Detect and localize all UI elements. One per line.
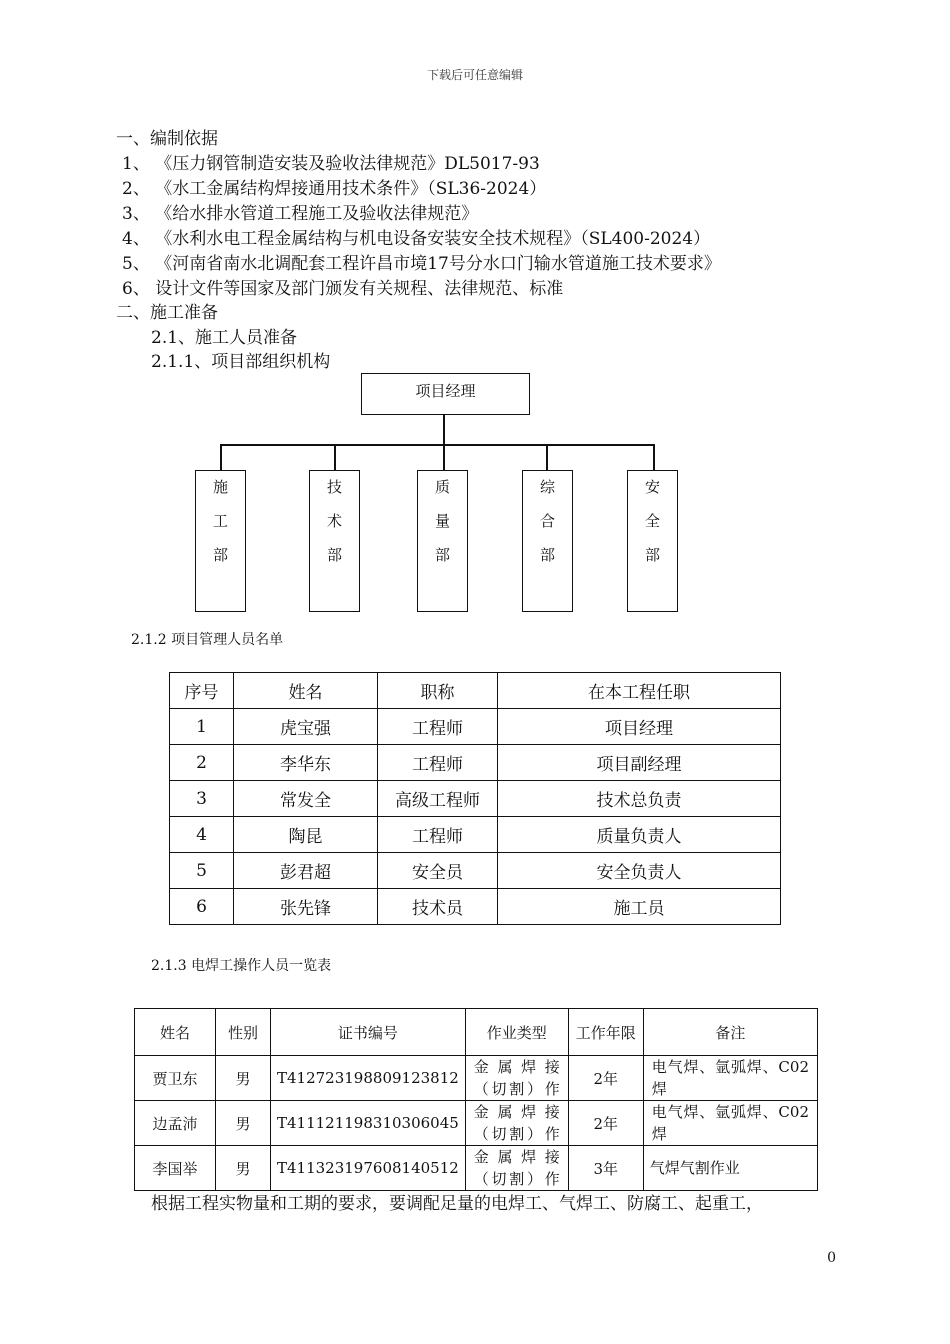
section-1-title: 一、编制依据 — [116, 129, 218, 149]
table-row — [170, 889, 781, 925]
table-header: 性别 — [216, 1009, 271, 1056]
basis-item-2: 2、 《水工金属结构焊接通用技术条件》（SL36-2024） — [122, 179, 547, 199]
section-2-1-1-title: 2.1.1、项目部组织机构 — [151, 352, 331, 372]
table-row — [170, 745, 781, 781]
page-number: 0 — [827, 1250, 836, 1266]
table-cell: 常发全 — [234, 781, 378, 817]
table-cell: 高级工程师 — [378, 781, 498, 817]
table-cell: 6 — [170, 889, 234, 925]
table-cell: 边孟沛 — [135, 1101, 216, 1146]
table-header-row — [135, 1009, 818, 1056]
closing-paragraph: 根据工程实物量和工期的要求，要调配足量的电焊工、气焊工、防腐工、起重工， — [151, 1194, 763, 1214]
basis-item-6: 6、 设计文件等国家及部门颁发有关规程、法律规范、标准 — [122, 279, 564, 299]
org-connector — [220, 444, 655, 446]
table-cell: 男 — [216, 1146, 271, 1191]
table-header: 职称 — [378, 673, 498, 709]
org-box-construction-dept: 施 工 部 — [195, 470, 246, 612]
table-cell: T412723198809123812 — [271, 1056, 466, 1101]
table-cell: 李华东 — [234, 745, 378, 781]
basis-item-1: 1、 《压力钢管制造安装及验收法律规范》DL5017-93 — [122, 154, 540, 174]
org-box-general-dept: 综 合 部 — [522, 470, 573, 612]
org-connector — [334, 444, 336, 470]
table-cell: 4 — [170, 817, 234, 853]
table-cell: 电气焊、氩弧焊、C02焊 — [643, 1056, 817, 1101]
table-cell: 张先锋 — [234, 889, 378, 925]
page-header: 下载后可任意编辑 — [426, 68, 523, 82]
org-box-safety-dept: 安 全 部 — [627, 470, 678, 612]
section-2-1-2-title: 2.1.2 项目管理人员名单 — [131, 632, 284, 648]
table-cell: 安全负责人 — [498, 853, 781, 889]
table-header: 工作年限 — [568, 1009, 643, 1056]
table-cell: T411121198310306045 — [271, 1101, 466, 1146]
table-cell: T411323197608140512 — [271, 1146, 466, 1191]
table-header: 在本工程任职 — [498, 673, 781, 709]
section-2-title: 二、施工准备 — [116, 303, 218, 323]
table-cell: 男 — [216, 1056, 271, 1101]
table-cell: 2年 — [568, 1101, 643, 1146]
table-cell: 施工员 — [498, 889, 781, 925]
table-cell: 工程师 — [378, 745, 498, 781]
table-cell: 技术总负责 — [498, 781, 781, 817]
org-connector — [220, 444, 222, 470]
table-row — [170, 709, 781, 745]
table-cell: 气焊气割作业 — [643, 1146, 817, 1191]
table-cell: 电气焊、氩弧焊、C02焊 — [643, 1101, 817, 1146]
table-cell: 彭君超 — [234, 853, 378, 889]
table-cell: 金属焊接（切割）作 — [465, 1146, 568, 1191]
welder-table — [134, 1008, 818, 1191]
table-header: 序号 — [170, 673, 234, 709]
basis-item-4: 4、 《水利水电工程金属结构与机电设备安装安全技术规程》（SL400-2024） — [122, 229, 711, 249]
table-row — [170, 853, 781, 889]
section-2-1-3-title: 2.1.3 电焊工操作人员一览表 — [151, 958, 332, 974]
org-connector — [653, 444, 655, 470]
table-row — [135, 1146, 818, 1191]
table-cell: 工程师 — [378, 709, 498, 745]
table-cell: 3年 — [568, 1146, 643, 1191]
table-cell: 金属焊接（切割）作 — [465, 1056, 568, 1101]
table-cell: 项目经理 — [498, 709, 781, 745]
staff-table — [169, 672, 781, 925]
table-cell: 金属焊接（切割）作 — [465, 1101, 568, 1146]
org-box-quality-dept: 质 量 部 — [417, 470, 468, 612]
org-box-technical-dept: 技 术 部 — [309, 470, 360, 612]
org-connector — [443, 415, 445, 445]
table-cell: 技术员 — [378, 889, 498, 925]
table-cell: 工程师 — [378, 817, 498, 853]
table-cell: 质量负责人 — [498, 817, 781, 853]
table-cell: 安全员 — [378, 853, 498, 889]
table-header-row — [170, 673, 781, 709]
basis-item-5: 5、 《河南省南水北调配套工程许昌市境17号分水口门输水管道施工技术要求》 — [122, 254, 721, 274]
table-cell: 2 — [170, 745, 234, 781]
table-row — [135, 1101, 818, 1146]
table-header: 姓名 — [135, 1009, 216, 1056]
section-2-1-title: 2.1、施工人员准备 — [151, 328, 298, 348]
table-cell: 男 — [216, 1101, 271, 1146]
table-cell: 5 — [170, 853, 234, 889]
table-row — [135, 1056, 818, 1101]
org-connector — [443, 444, 445, 470]
table-cell: 1 — [170, 709, 234, 745]
table-cell: 陶昆 — [234, 817, 378, 853]
table-row — [170, 817, 781, 853]
table-header: 姓名 — [234, 673, 378, 709]
org-connector — [546, 444, 548, 470]
basis-item-3: 3、 《给水排水管道工程施工及验收法律规范》 — [122, 204, 479, 224]
table-cell: 虎宝强 — [234, 709, 378, 745]
table-header: 作业类型 — [465, 1009, 568, 1056]
table-header: 证书编号 — [271, 1009, 466, 1056]
table-row — [170, 781, 781, 817]
table-cell: 3 — [170, 781, 234, 817]
table-cell: 李国举 — [135, 1146, 216, 1191]
table-header: 备注 — [643, 1009, 817, 1056]
table-cell: 贾卫东 — [135, 1056, 216, 1101]
table-cell: 项目副经理 — [498, 745, 781, 781]
org-box-project-manager: 项目经理 — [361, 373, 530, 415]
table-cell: 2年 — [568, 1056, 643, 1101]
